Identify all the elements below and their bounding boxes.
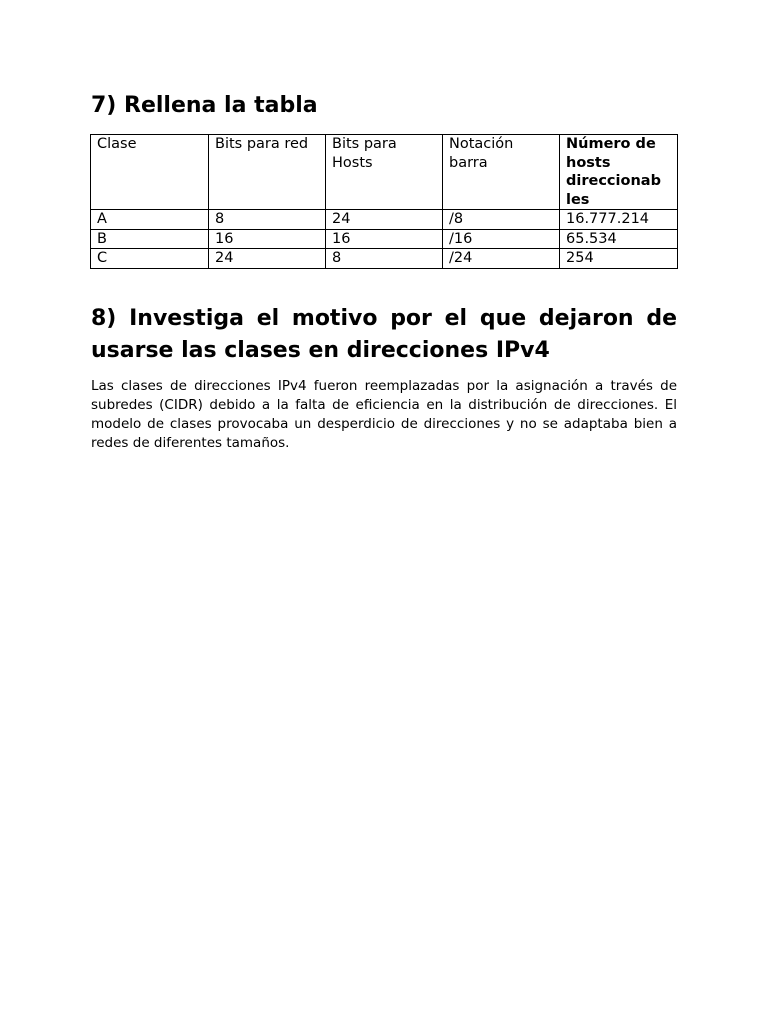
table-row xyxy=(91,249,678,269)
table-cell: 65.534 xyxy=(560,229,678,249)
table-cell: /8 xyxy=(443,210,560,230)
table-cell: 254 xyxy=(560,249,678,269)
header-hosts-part1: Número de hosts direccionab xyxy=(566,136,661,189)
header-cell: Clase xyxy=(91,135,209,210)
classes-table xyxy=(90,134,678,269)
section-8-paragraph: Las clases de direcciones IPv4 fueron reemplazadas por la asignación a través de subredes (CIDR) debido a la falta de eficiencia en la distribución de direcciones. El modelo de clases provocaba un desperdicio de direcciones y no se adaptaba bien a redes de diferentes tamaños. xyxy=(91,378,677,451)
header-cell: Bits para Hosts xyxy=(326,135,443,210)
table-cell: 16 xyxy=(209,229,326,249)
table-cell: B xyxy=(91,229,209,249)
section-8-heading: 8) Investiga el motivo por el que dejaron de usarse las clases en direcciones IPv4 xyxy=(91,306,677,363)
header-cell: Notación barra xyxy=(443,135,560,210)
table-header-row xyxy=(91,135,678,210)
table-cell: /24 xyxy=(443,249,560,269)
table-row xyxy=(91,229,678,249)
table-cell: /16 xyxy=(443,229,560,249)
table-cell: 8 xyxy=(209,210,326,230)
header-cell xyxy=(560,135,678,210)
header-hosts-part2: les xyxy=(566,191,590,208)
table-cell: 24 xyxy=(209,249,326,269)
table-cell: 8 xyxy=(326,249,443,269)
table-cell: 24 xyxy=(326,210,443,230)
table-cell: 16.777.214 xyxy=(560,210,678,230)
table-cell: A xyxy=(91,210,209,230)
table-row xyxy=(91,210,678,230)
table-cell: C xyxy=(91,249,209,269)
header-cell: Bits para red xyxy=(209,135,326,210)
section-7-heading: 7) Rellena la tabla xyxy=(91,93,318,118)
table-cell: 16 xyxy=(326,229,443,249)
